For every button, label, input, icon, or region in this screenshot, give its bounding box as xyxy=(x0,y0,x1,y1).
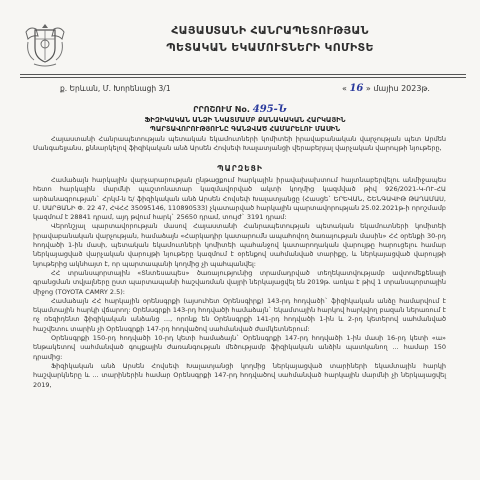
organization-name xyxy=(110,22,430,56)
paragraph: ՀՀ տրանսպորտային «Տնտեսապես» ծառայությունից տրամադրված տեղեկատվությամբ ավտոմեքենայի գրանցման տվյալները ըստ պարտապանի հաշվառման վայրի ներկայացվել են 2019թ. առկա է թիվ 1 տրանսպորտային միջոց (TOYOTA CAMRY 2.5): xyxy=(33,268,446,296)
order-title xyxy=(0,104,480,115)
date-rest: » մայիս 2023թ. xyxy=(365,84,430,93)
subject-line-1: ՖԻԶԻԿԱԿԱՆ ԱՆՁԻ ՆԿԱՏՄԱՄԲ ՔԱՆԱԿԱԿԱՆ ՀԱՐԿԱՅԻՆ xyxy=(144,116,346,124)
order-label: ՐՐՈՇՈՒՄ No. xyxy=(193,105,250,114)
paragraph: Համաձայն հարկային վարչարարության ընթացքում հարկային իրավախախտում հայտնաբերվելու անմիջապես հետո հարկային մարմնի պաշտոնատար կազմավորված ակտի կողմից կազմված թիվ 926/2021-Կ-ՈՒ-ՀԱ արձանագրության` Հրկմ-ն ե/ ֆիզիկական անձ Արսեն Հովսեփ Խալատյանցը (Հասցե` ԵՐԵՎԱՆ, ՇԵՆԳԱՎԻԹ ԹԱՂԱՄԱՍ, Մ. ՍԱՐՅԱՆԻ Փ. 22 47, ՀՎՀՀ 35095146, 110890533) չկատարված հարկային պարտավորության 25.02.2021թ-ի որոշմամբ կազմում է 28841 դրամ, այդ թվում հարկ` 25650 դրամ, տույժ` 3191 դրամ: xyxy=(33,176,446,222)
subject-line-2: ՊԱՐՏԱՎՈՐՈՒԹՅՈՒՆԸ ԳԱՆՁՎԱԾ ՀԱՄԱՐԵԼՈՒ ՄԱՍԻՆ xyxy=(149,125,341,133)
date-day: 16 xyxy=(349,83,364,94)
order-subject xyxy=(50,116,440,134)
document-date xyxy=(342,83,430,94)
order-number: 495-Ն xyxy=(252,104,287,115)
coat-of-arms-icon xyxy=(20,22,70,68)
section-heading: ՊԱՐԶԵՑԻ xyxy=(217,164,263,173)
org-line-2: ՊԵՏԱԿԱՆ ԵԿԱՄՈՒՏՆԵՐԻ ԿՈՄԻՏԵ xyxy=(166,41,374,54)
paragraph: Վերոնշյալ պարտավորության մասով Հայաստանի Հանրապետության պետական եկամուտների կոմիտեի իրավաբանական վարչության, համաձայն «Հարկադիր կատարումն ապահովող ծառայության մասին» ՀՀ օրենքի 30-րդ հոդվածի 1-ին մասի, պետական եկամուտների կոմիտեի պահանջով կատարողական վարույթը հարուցելու համար ներկայացված վարչական վարույթի նյութերը կազմում է օրենքով սահմանված տարիքը, և ներկայացված վարույթի նյութերից ակնհայտ է, որ պարտապանի կողմից չի պահպանվել: xyxy=(33,222,446,268)
paragraph: Ֆիզիկական անձ Արսեն Հովսեփ Խալատյանցի կողմից ներկայացված տարիների եկամտային հարկի հաշվարկները և ... տարիներին համար Օրենսգրքի 147-րդ հոդվածով սահմանված հարկային մարմնի չի ներկայացվել 2019, xyxy=(33,361,446,389)
intro-text: Հայաստանի Հանրապետության պետական եկամուտների կոմիտեի իրավաբանական վարչության պետ Արմեն Մանգաելյանս, քննարկելով ֆիզիկական անձ Արսեն Հովսեփ Խալատյանցի վերաբերյալ վարչական վարույթի նյութերը, xyxy=(33,135,446,153)
address: ք. Երևան, Մ. Խորենացի 3/1 xyxy=(60,84,171,93)
body-text xyxy=(33,176,446,390)
paragraph: Համաձայն ՀՀ հարկային օրենսգրքի (այսուհետ Օրենսգիրք) 143-րդ հոդվածի` ֆիզիկական անձը համարվում է եկամտային հարկի վճարող: Օրենսգրքի 143-րդ հոդվածի համաձայն` եկամտային հարկով հարկվող բազան ներառում է ոչ ռեզիդենտ ֆիզիկական անձանց ..., որոնք են Օրենսգրքի 141-րդ հոդվածի 1-ին և 2-րդ կետերով սահմանված հաշվետու տարին չի Օրենսգրքի 147-րդ հոդվածով սահմանված ժամկետներում: xyxy=(33,296,446,333)
header-rule-thick xyxy=(20,74,466,75)
intro-paragraph xyxy=(33,135,446,154)
date-prefix: « xyxy=(342,84,347,93)
paragraph: Օրենսգրքի 150-րդ հոդվածի 10-րդ կետի համաձայն` Օրենսգրքի 147-րդ հոդվածի 1-ին մասի 16-րդ կետի «ա» ենթակետով սահմանված գույքային ժառանգության մեծությամբ ֆիզիկական անձին պատկանող ... համար 150 դրամից: xyxy=(33,334,446,361)
org-line-1: ՀԱՅԱՍՏԱՆԻ ՀԱՆՐԱՊԵՏՈՒԹՅԱՆ xyxy=(171,24,369,37)
header-rule-thin xyxy=(20,77,466,78)
